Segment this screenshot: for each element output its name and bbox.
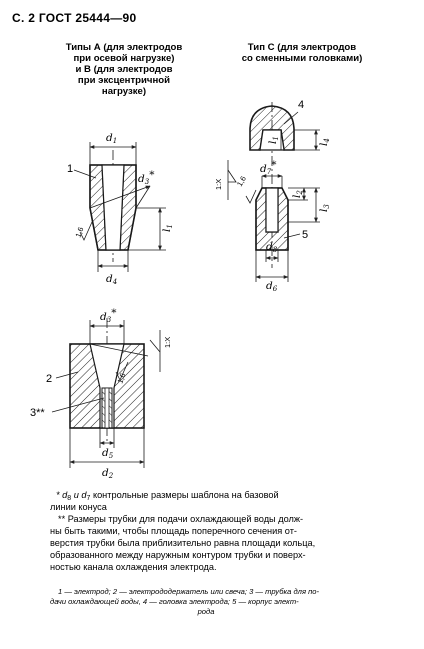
callout-5: 5 <box>302 229 309 241</box>
caption-left <box>66 42 183 97</box>
dim-l1-a: l1 <box>161 224 174 232</box>
dim-d4: d4 <box>106 273 118 286</box>
footnote-1: * $d_8$ и $d_7$ контрольные размеры шаблона на базовой <box>56 490 279 502</box>
dim-d5: d5 <box>102 447 114 460</box>
svg-text:рода: рода <box>197 607 215 616</box>
svg-text:Типы А (для электродов: Типы А (для электродов <box>65 42 183 53</box>
roughness-c1: 1,6 <box>234 174 248 188</box>
svg-text:нагрузке): нагрузке) <box>101 86 147 97</box>
callout-3: 3** <box>30 407 45 419</box>
figure-electrode-a <box>74 142 166 272</box>
figure-electrode-c <box>228 102 320 282</box>
callout-1: 1 <box>67 163 74 175</box>
dim-l3: l3 <box>318 204 331 212</box>
dim-d3-holder: d3* <box>100 307 117 324</box>
legend <box>50 587 320 616</box>
svg-text:дачи охлаждающей воды, 4 — гол: дачи охлаждающей воды, 4 — головка электрода; 5 — корпус элект- <box>50 597 299 606</box>
caption-right <box>242 42 363 64</box>
svg-text:ностью канала охлаждения элект: ностью канала охлаждения электрода. <box>50 562 217 572</box>
svg-text:при эксцентричной: при эксцентричной <box>77 75 171 86</box>
dim-l4: l4 <box>318 138 331 146</box>
footnotes <box>50 490 315 572</box>
dim-d1: d1 <box>106 132 118 145</box>
dim-d3: d3* <box>138 169 155 186</box>
svg-text:образованного между наружным к: образованного между наружным контуром трубки и поверх- <box>50 550 306 560</box>
footnote-2-line-1: ** Размеры трубки для подачи охлаждающей воды долж- <box>58 514 304 524</box>
taper-c: 1:X <box>214 178 223 190</box>
dim-l1-c: l1 <box>267 136 280 144</box>
callout-2: 2 <box>46 373 53 385</box>
svg-text:и В (для электродов: и В (для электродов <box>75 64 173 75</box>
svg-text:1 — электрод; 2 — электрододер: 1 — электрод; 2 — электрододержатель или свеча; 3 — трубка для по- <box>58 587 320 596</box>
svg-text:со сменными головками): со сменными головками) <box>241 53 363 64</box>
figure-holder-b <box>52 318 160 468</box>
callout-4: 4 <box>298 99 305 111</box>
dim-d7: d7* <box>260 159 277 176</box>
svg-text:линии конуса: линии конуса <box>50 502 107 512</box>
dim-d6: d6 <box>266 280 278 293</box>
taper-b: 1:X <box>163 336 172 348</box>
svg-text:ны быть такими, чтобы площадь: ны быть такими, чтобы площадь поперечного сечения от- <box>50 526 297 536</box>
roughness-b: 1,6 <box>115 371 128 385</box>
dim-d8: d8 <box>266 241 278 254</box>
svg-text:верстия трубки была приблизите: верстия трубки была приблизительно равна площади кольца, <box>50 538 316 548</box>
roughness-a: 1,6 <box>73 225 86 239</box>
dim-d2: d2 <box>102 467 114 480</box>
svg-text:Тип С (для электродов: Тип С (для электродов <box>247 42 357 53</box>
svg-text:при осевой нагрузке): при осевой нагрузке) <box>73 53 175 64</box>
dim-l2: l2 <box>291 190 304 198</box>
page-header: С. 2 ГОСТ 25444—90 <box>12 11 137 25</box>
